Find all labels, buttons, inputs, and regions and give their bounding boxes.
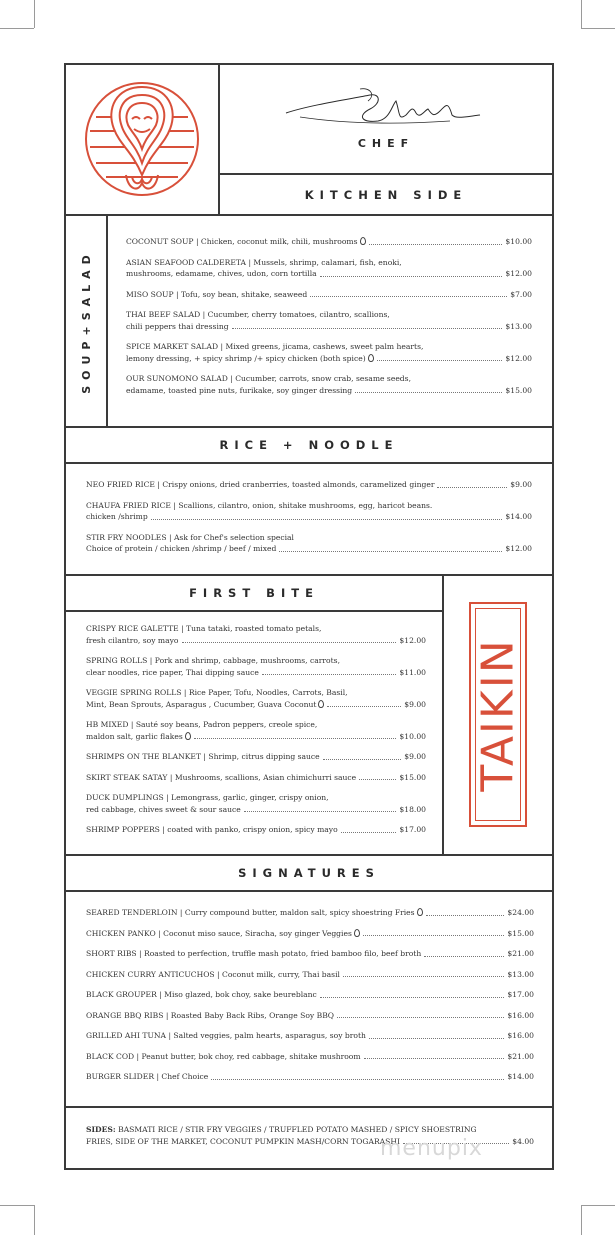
menu-item-desc: | Ask for Chef's selection special [166,532,294,542]
menu-item-name: ORANGE BBQ RIBS [86,1010,164,1020]
menu-item-line [86,479,532,491]
menu-item-desc: | Mixed greens, jicama, cashews, sweet palm hearts, [218,342,424,351]
menu-item-line [86,751,426,763]
menu-item-name: SHRIMP POPPERS [86,825,160,834]
menu-item-name: OUR SUNOMONO SALAD [126,374,228,383]
menu-item-name: VEGGIE SPRING ROLLS [86,688,182,697]
menu-item-text [86,772,356,784]
menu-item [86,500,532,523]
menu-item-text [86,989,317,1001]
menu-item-text [86,635,179,647]
menu-item [86,792,426,815]
menu-item-line [86,824,426,836]
crop-mark [34,0,35,28]
menu-item-desc-2: mushrooms, edamame, chives, udon, corn tortilla [126,269,317,278]
menu-item-desc: | Chef Choice [154,1072,209,1081]
sides-line-1 [86,1124,534,1136]
soup-salad-list [126,236,532,405]
chef-signature-box [218,63,554,175]
menu-item-name: SHRIMPS ON THE BLANKET [86,752,202,761]
crop-mark [581,0,582,28]
menu-item-text [86,792,329,804]
menu-item-desc: | Mussels, shrimp, calamari, fish, enoki, [246,257,402,267]
menu-item [86,907,534,919]
menu-item-text [86,804,241,816]
menu-item-price: $13.00 [507,969,534,979]
crop-mark [581,1205,582,1235]
menu-item-price: $21.00 [507,949,534,958]
menu-item-price: $12.00 [399,635,426,645]
menu-item-text [126,321,229,333]
menu-item-desc: | Tuna tataki, roasted tomato petals, [178,624,322,633]
menu-item-name: SKIRT STEAK SATAY [86,772,168,782]
menu-item-desc: | Scallions, cilantro, onion, shitake mushrooms, egg, haricot beans. [170,500,433,510]
menu-item-desc: | Mushrooms, scallions, Asian chimichurri sauce [167,772,357,782]
chili-icon [318,700,324,708]
menu-item-text [86,655,340,667]
menu-item-line [86,500,532,512]
menu-item-text [86,1051,361,1063]
menu-item-line [86,687,426,699]
menu-item-line [126,321,532,333]
menu-item-desc: | Chicken, coconut milk, chili, mushrooms [193,237,358,246]
menu-item-line [126,268,532,280]
menu-item-name: GRILLED AHI TUNA [86,1031,167,1040]
menu-item-price: $12.00 [505,544,532,553]
menu-item-price: $16.00 [507,1010,534,1020]
menu-item-line [86,623,426,635]
dot-leader [359,779,396,780]
signatures-header: SIGNATURES [64,854,554,892]
menu-item-desc: | Sauté soy beans, Padron peppers, creole spice, [128,720,318,729]
menu-item-price: $7.00 [510,289,532,299]
menu-item-line [126,236,532,248]
menu-item-line [86,1010,534,1022]
menu-item-line [86,907,534,919]
menu-item-name: NEO FRIED RICE [86,480,155,489]
chef-signature-icon [220,65,552,145]
menu-item-desc: | Salted veggies, palm hearts, asparagus, soy broth [166,1031,366,1040]
menu-item-price: $9.00 [404,752,426,761]
menu-item-desc: | Lemongrass, garlic, ginger, crispy onion, [163,793,329,802]
menu-item-text [86,1010,334,1022]
menu-item-price: $15.00 [505,385,532,395]
menu-item-desc-2: chicken /shrimp [86,512,148,521]
menu-item-name: SEARED TENDERLOIN [86,908,178,917]
menu-item [86,824,426,836]
menu-item-price: $14.00 [507,1072,534,1081]
menu-item-text [126,289,307,301]
menu-item-text [86,667,259,679]
menu-item-price: $9.00 [510,480,532,489]
menu-item-line [86,1051,534,1063]
menu-item-text [126,341,423,353]
menu-item-text [86,1030,366,1042]
chili-icon [368,354,374,362]
menu-item-name: SPICE MARKET SALAD [126,342,219,351]
menu-item-line [86,719,426,731]
menu-item-price: $16.00 [507,1031,534,1040]
dot-leader [341,832,397,833]
menu-item-price: $17.00 [507,990,534,999]
menu-item-desc-2: maldon salt, garlic flakes [86,731,183,741]
menu-item-line [126,257,532,269]
chili-icon [360,237,366,245]
menu-item-line [86,804,426,816]
logo-box [64,63,220,216]
menu-item-name: COCONUT SOUP [126,237,194,246]
menu-item-line [86,948,534,960]
menu-item-price: $18.00 [399,804,426,814]
crop-mark [0,1205,34,1206]
menu-item-price: $10.00 [399,731,426,741]
menu-item-line [86,928,534,940]
menu-item-name: ASIAN SEAFOOD CALDERETA [126,257,247,267]
menu-item-price: $9.00 [404,699,426,709]
menu-item-desc: | Roasted to perfection, truffle mash potato, fried bamboo filo, beef broth [136,949,422,958]
dot-leader [424,956,504,957]
menu-item-text [86,907,423,919]
menu-item-line [86,635,426,647]
dot-leader [211,1079,504,1080]
menu-item-text [86,928,360,940]
menu-item-line [86,792,426,804]
brand-name: TAIKIN [472,637,524,792]
menu-item-line [86,667,426,679]
menu-item-text [86,623,321,635]
menu-item-line [86,511,532,523]
menu-item-text [126,309,390,321]
menu-item-line [86,1071,534,1083]
menu-item-price: $17.00 [399,825,426,834]
dot-leader [337,1017,504,1018]
menu-item [86,772,426,784]
dot-leader [327,706,401,707]
menu-item-desc: | Pork and shrimp, cabbage, mushrooms, carrots, [147,656,340,665]
menu-item-line [126,309,532,321]
menu-item-line [86,969,534,981]
dot-leader [343,976,504,977]
dot-leader [262,674,397,675]
first-bite-list [86,623,426,845]
menu-item-desc: | Coconut miso sauce, Siracha, soy ginger Veggies [155,928,352,938]
menu-item [86,1010,534,1022]
menu-item-desc: | Cucumber, carrots, snow crab, sesame seeds, [227,374,411,383]
menu-item-line [126,385,532,397]
menu-item [126,341,532,364]
menu-item-name: SPRING ROLLS [86,656,148,665]
dot-leader [320,997,505,998]
menu-item-desc-2: edamame, toasted pine nuts, furikake, soy ginger dressing [126,385,353,395]
sides-text-2: FRIES, SIDE OF THE MARKET, COCONUT PUMPKIN MASH/CORN TOGARASHI [86,1136,400,1146]
rice-noodle-header: RICE + NOODLE [64,426,554,464]
menu-item [86,1030,534,1042]
menu-item-name: THAI BEEF SALAD [126,310,201,319]
menu-item-name: MISO SOUP [126,289,174,299]
menu-item-line [86,989,534,1001]
menu-item-text [126,385,352,397]
menu-item [126,289,532,301]
menu-item-line [86,655,426,667]
menu-item-desc-2: fresh cilantro, soy mayo [86,635,179,645]
menu-item-text [86,824,338,836]
menu-item [86,532,532,555]
soup-salad-label [66,216,106,426]
menu-item-text [86,751,320,763]
signatures-list [86,907,534,1092]
menu-item-line [126,353,532,365]
menu-item-desc-2: clear noodles, rice paper, Thai dipping sauce [86,667,259,677]
menu-item-name: BLACK COD [86,1051,135,1061]
menu-item [86,1071,534,1083]
menu-item [86,969,534,981]
sides-price: $4.00 [512,1136,534,1146]
dot-leader [279,551,502,552]
crop-mark [581,1205,615,1206]
menu-item-desc: | coated with panko, crispy onion, spicy mayo [159,825,338,834]
dot-leader [182,642,397,643]
menu-item-text [126,373,411,385]
menu-item-name: DUCK DUMPLINGS [86,793,164,802]
menu-item-text [86,1071,208,1083]
menu-item-name: BURGER SLIDER [86,1072,155,1081]
menu-item [86,479,532,491]
menu-item [86,623,426,646]
menu-item-name: CHAUFA FRIED RICE [86,500,171,510]
menu-item [86,655,426,678]
dot-leader [151,519,503,520]
menu-item [86,751,426,763]
dot-leader [323,759,402,760]
menu-item-desc: | Rice Paper, Tofu, Noodles, Carrots, Basil, [181,688,348,697]
dot-leader [437,487,507,488]
menu-item-text [86,687,348,699]
menu-item-desc-2: lemony dressing, + spicy shrimp /+ spicy chicken (both spice) [126,353,366,363]
menu-item-text [126,257,402,269]
menu-item-price: $21.00 [507,1051,534,1061]
menu-item-name: CRISPY RICE GALETTE [86,624,179,633]
dot-leader [363,935,505,936]
menu-item-text [86,532,294,544]
menu-item-desc: | Tofu, soy bean, shitake, seaweed [173,289,308,299]
menu-item-desc: | Coconut milk, curry, Thai basil [214,969,340,979]
crop-mark [34,1205,35,1235]
dot-leader [310,296,507,297]
menu-item-text [86,511,148,523]
dot-leader [369,244,503,245]
menu-item-line [86,731,426,743]
menu-item-text [86,948,421,960]
menu-item-text [86,699,324,711]
menu-item-line [126,289,532,301]
rice-noodle-list [86,479,532,564]
menu-item-text [86,719,317,731]
chef-label: CHEF [357,137,415,150]
menu-item-line [86,1030,534,1042]
menu-item-price: $15.00 [399,772,426,782]
first-bite-header: FIRST BITE [64,574,444,612]
dot-leader [320,276,503,277]
sides-label: SIDES: [86,1125,116,1134]
menu-item-price: $12.00 [505,269,532,278]
menu-item-line [86,699,426,711]
dot-leader [244,811,397,812]
menu-item [126,373,532,396]
dot-leader [377,360,503,361]
menu-item [86,948,534,960]
menu-item [86,1051,534,1063]
menu-item-text [86,731,191,743]
menu-item-text [86,500,432,512]
menu-item-name: CHICKEN CURRY ANTICUCHOS [86,969,215,979]
chili-icon [354,929,360,937]
menu-item [126,309,532,332]
menu-item [86,989,534,1001]
menu-item-line [86,772,426,784]
soup-salad-title: SOUP+SALAD [79,248,93,394]
taikin-emblem-icon [66,65,218,214]
watermark: menupix [380,1136,483,1161]
menu-item-text [126,268,317,280]
menu-item-name: BLACK GROUPER [86,990,157,999]
menu-item-desc: | Peanut butter, bok choy, red cabbage, shitake mushroom [134,1051,361,1061]
sides-text-1: BASMATI RICE / STIR FRY VEGGIES / TRUFFLED POTATO MASHED / SPICY SHOESTRING [115,1125,477,1134]
menu-item-price: $12.00 [505,353,532,363]
dot-leader [232,328,503,329]
menu-item-text [126,353,374,365]
chili-icon [185,732,191,740]
menu-item-text [126,236,366,248]
menu-item [86,719,426,742]
menu-item [86,687,426,710]
menu-item-line [86,543,532,555]
chili-icon [417,908,423,916]
menu-item-text [86,479,434,491]
menu-item-price: $24.00 [507,908,534,917]
menu-item-desc: | Curry compound butter, maldon salt, spicy shoestring Fries [177,908,415,917]
menu-item-desc-2: Mint, Bean Sprouts, Asparagus , Cucumber, Guava Coconut [86,699,317,709]
menu-item-price: $11.00 [399,667,426,677]
menu-item-line [126,341,532,353]
menu-item-desc-2: red cabbage, chives sweet & sour sauce [86,804,241,814]
menu-item-price: $10.00 [505,237,532,246]
crop-mark [0,28,34,29]
dot-leader [194,738,397,739]
menu-item-desc: | Cucumber, cherry tomatoes, cilantro, scallions, [200,310,390,319]
dot-leader [364,1058,505,1059]
menu-item-desc: | Miso glazed, bok choy, sake beureblanc [156,990,317,999]
menu-item-name: HB MIXED [86,720,129,729]
menu-item [126,236,532,248]
kitchen-side-header: KITCHEN SIDE [218,173,554,216]
menu-item-name: CHICKEN PANKO [86,928,156,938]
menu-item-line [86,532,532,544]
dot-leader [426,915,505,916]
menu-item-line [126,373,532,385]
dot-leader [355,392,502,393]
menu-item-desc: | Shrimp, citrus dipping sauce [201,752,320,761]
menu-item-desc: | Crispy onions, dried cranberries, toasted almonds, caramelized ginger [154,480,435,489]
menu-item-name: SHORT RIBS [86,949,137,958]
brand-outer-frame [469,602,527,827]
menu-item-desc-2: Choice of protein / chicken /shrimp / beef / mixed [86,544,277,553]
menu-item-desc-2: chili peppers thai dressing [126,321,229,331]
menu-item-text [86,543,276,555]
menu-item-desc: | Roasted Baby Back Ribs, Orange Soy BBQ [163,1010,335,1020]
menu-item-price: $15.00 [507,928,534,938]
menu-item [126,257,532,280]
menu-item-name: STIR FRY NOODLES [86,532,167,542]
crop-mark [581,28,615,29]
menu-item-price: $13.00 [505,321,532,331]
dot-leader [369,1038,504,1039]
menu-item-text [86,969,340,981]
menu-item-price: $14.00 [505,512,532,521]
menu-item [86,928,534,940]
